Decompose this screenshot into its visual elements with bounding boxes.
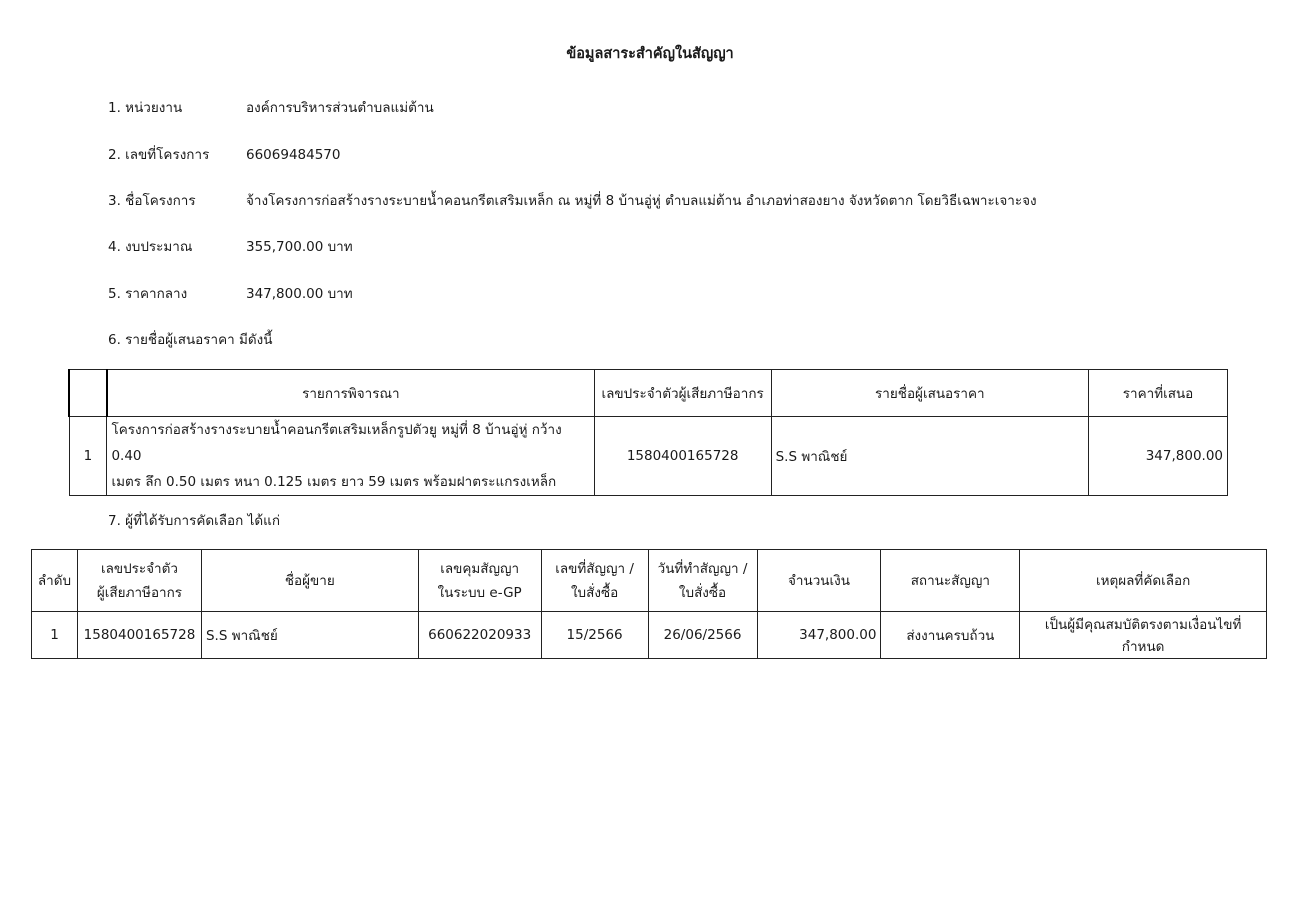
cell-item-line: เมตร ลึก 0.50 เมตร หนา 0.125 เมตร ยาว 59 เมตร พร้อมฝาตระแกรงเหล็ก [111, 474, 557, 490]
header-line: ลำดับ [37, 572, 72, 589]
bidders-table [68, 369, 1228, 496]
table-header-row [32, 550, 1267, 612]
cell-contract-date: 26/06/2566 [648, 612, 757, 659]
cell-contract-no: 15/2566 [541, 612, 648, 659]
header-line: เลขที่สัญญา / [555, 560, 634, 577]
info-value: 66069484570 [246, 147, 341, 163]
cell-price: 347,800.00 [1089, 417, 1228, 496]
header-cell-reason [1020, 550, 1267, 612]
cell-tax-id: 1580400165728 [77, 612, 201, 659]
table-row [69, 417, 1228, 496]
document-title: ข้อมูลสาระสำคัญในสัญญา [566, 46, 734, 62]
cell-no: 1 [69, 417, 107, 496]
cell-egp-no: 660622020933 [418, 612, 541, 659]
cell-reason: เป็นผู้มีคุณสมบัติตรงตามเงื่อนไขที่กำหนด [1020, 612, 1267, 659]
info-value: จ้างโครงการก่อสร้างรางระบายน้ำคอนกรีตเสริมเหล็ก ณ หมู่ที่ 8 บ้านอู่หู่ ตำบลแม่ต้าน อำเภอท่าสองยาง จังหวัดตาก โดยวิธีเฉพาะเจาะจง [246, 193, 1037, 209]
cell-tax-id: 1580400165728 [594, 417, 771, 496]
info-median-price [108, 282, 353, 304]
info-label: 3. ชื่อโครงการ [108, 193, 196, 209]
header-cell-item: รายการพิจารณา [107, 370, 594, 417]
info-label: 4. งบประมาณ [108, 239, 193, 255]
info-project-name [108, 189, 1037, 211]
header-line: ผู้เสียภาษีอากร [96, 584, 183, 601]
cell-seller: S.S พาณิชย์ [201, 612, 418, 659]
header-line: เลขประจำตัว [100, 560, 178, 577]
table-header-row [69, 370, 1228, 417]
info-project-number [108, 143, 340, 165]
info-label: 1. หน่วยงาน [108, 100, 183, 116]
cell-bidder: S.S พาณิชย์ [771, 417, 1088, 496]
header-cell-blank [69, 370, 107, 417]
header-line: วันที่ทำสัญญา / [657, 560, 748, 577]
header-line: ใบสั่งซื้อ [678, 584, 727, 601]
header-cell-contract-date [648, 550, 757, 612]
header-cell-no [32, 550, 78, 612]
header-line: ในระบบ e-GP [437, 584, 522, 601]
header-line: ชื่อผู้ขาย [284, 572, 335, 589]
cell-amount: 347,800.00 [757, 612, 881, 659]
header-cell-bidder: รายชื่อผู้เสนอราคา [771, 370, 1088, 417]
header-line: สถานะสัญญา [910, 572, 990, 589]
header-cell-tax-id [77, 550, 201, 612]
selected-table [31, 549, 1267, 659]
header-line: จำนวนเงิน [787, 572, 850, 589]
info-value: 355,700.00 บาท [246, 239, 353, 255]
header-cell-tax-id: เลขประจำตัวผู้เสียภาษีอากร [594, 370, 771, 417]
header-line: ใบสั่งซื้อ [570, 584, 619, 601]
cell-item [107, 417, 594, 496]
cell-item-line: โครงการก่อสร้างรางระบายน้ำคอนกรีตเสริมเหล็กรูปตัวยู หมู่ที่ 8 บ้านอู่หู่ กว้าง 0.40 [111, 422, 562, 464]
info-agency [108, 96, 434, 118]
header-cell-amount [757, 550, 881, 612]
info-budget [108, 235, 353, 257]
header-cell-price: ราคาที่เสนอ [1089, 370, 1228, 417]
selected-heading: 7. ผู้ที่ได้รับการคัดเลือก ได้แก่ [108, 513, 281, 529]
info-label: 5. ราคากลาง [108, 286, 188, 302]
header-cell-status [881, 550, 1020, 612]
header-cell-seller [201, 550, 418, 612]
info-value: 347,800.00 บาท [246, 286, 353, 302]
table-row [32, 612, 1267, 659]
header-line: เลขคุมสัญญา [440, 560, 520, 577]
bidders-heading: 6. รายชื่อผู้เสนอราคา มีดังนี้ [108, 332, 273, 348]
header-line: เหตุผลที่คัดเลือก [1095, 572, 1191, 589]
info-value: องค์การบริหารส่วนตำบลแม่ต้าน [246, 100, 434, 116]
cell-status: ส่งงานครบถ้วน [881, 612, 1020, 659]
header-cell-egp [418, 550, 541, 612]
cell-no: 1 [32, 612, 78, 659]
header-cell-contract-no [541, 550, 648, 612]
info-label: 2. เลขที่โครงการ [108, 147, 210, 163]
